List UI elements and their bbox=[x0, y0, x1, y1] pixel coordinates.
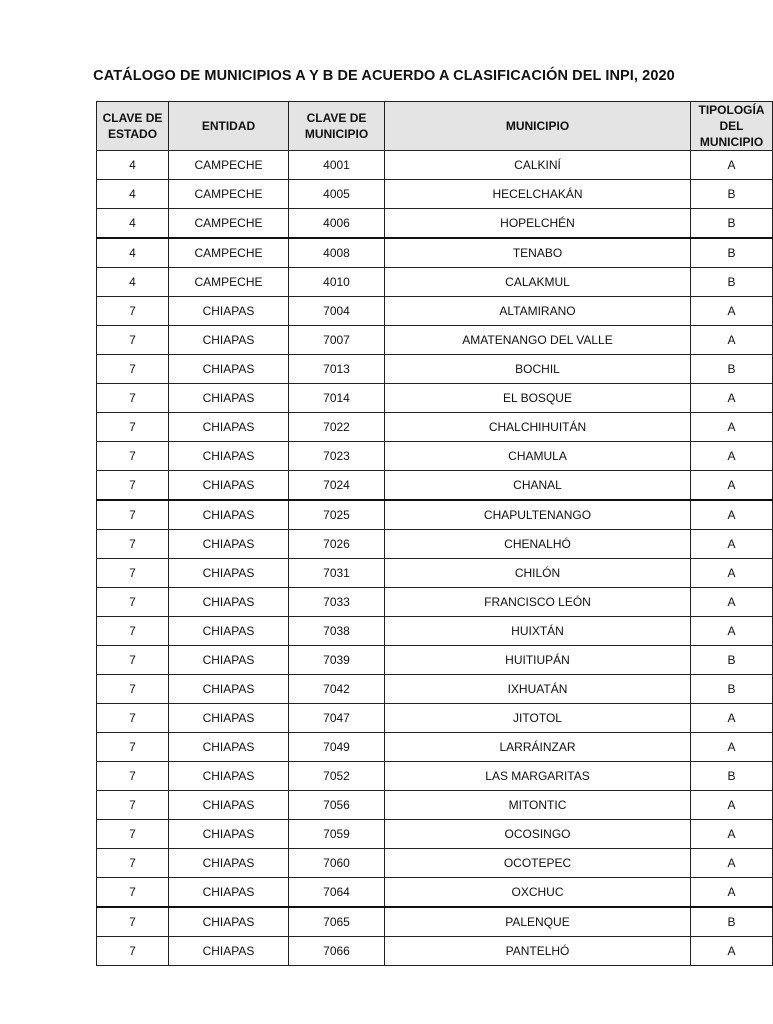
clave-estado-cell: 7 bbox=[97, 878, 169, 908]
clave-municipio-cell: 7025 bbox=[289, 500, 385, 530]
clave-estado-cell: 7 bbox=[97, 559, 169, 588]
clave-estado-cell: 7 bbox=[97, 791, 169, 820]
table-row bbox=[97, 849, 773, 878]
clave-municipio-cell: 7047 bbox=[289, 704, 385, 733]
clave-estado-cell: 7 bbox=[97, 849, 169, 878]
tipologia-cell: A bbox=[691, 704, 773, 733]
table-row bbox=[97, 442, 773, 471]
municipio-cell: CHAPULTENANGO bbox=[385, 500, 691, 530]
municipios-table bbox=[96, 101, 773, 966]
clave-estado-cell: 7 bbox=[97, 530, 169, 559]
clave-estado-cell: 4 bbox=[97, 209, 169, 239]
clave-municipio-cell: 7033 bbox=[289, 588, 385, 617]
clave-estado-cell: 7 bbox=[97, 646, 169, 675]
table-row bbox=[97, 588, 773, 617]
municipio-cell: LARRÁINZAR bbox=[385, 733, 691, 762]
table-row bbox=[97, 646, 773, 675]
table-row bbox=[97, 559, 773, 588]
tipologia-cell: A bbox=[691, 588, 773, 617]
entidad-cell: CHIAPAS bbox=[169, 588, 289, 617]
table-row bbox=[97, 500, 773, 530]
table-row bbox=[97, 180, 773, 209]
municipio-cell: JITOTOL bbox=[385, 704, 691, 733]
table-row bbox=[97, 907, 773, 937]
tipologia-cell: A bbox=[691, 733, 773, 762]
clave-municipio-cell: 7031 bbox=[289, 559, 385, 588]
tipologia-cell: A bbox=[691, 442, 773, 471]
tipologia-cell: A bbox=[691, 384, 773, 413]
clave-municipio-cell: 4005 bbox=[289, 180, 385, 209]
entidad-cell: CAMPECHE bbox=[169, 180, 289, 209]
clave-estado-cell: 7 bbox=[97, 355, 169, 384]
tipologia-cell: B bbox=[691, 646, 773, 675]
entidad-cell: CAMPECHE bbox=[169, 209, 289, 239]
table-row bbox=[97, 297, 773, 326]
tipologia-cell: A bbox=[691, 297, 773, 326]
tipologia-cell: B bbox=[691, 355, 773, 384]
entidad-cell: CHIAPAS bbox=[169, 820, 289, 849]
table-row bbox=[97, 384, 773, 413]
tipologia-cell: A bbox=[691, 791, 773, 820]
municipio-cell: FRANCISCO LEÓN bbox=[385, 588, 691, 617]
municipio-cell: PANTELHÓ bbox=[385, 937, 691, 966]
municipio-cell: TENABO bbox=[385, 238, 691, 268]
clave-estado-cell: 7 bbox=[97, 384, 169, 413]
clave-estado-cell: 7 bbox=[97, 588, 169, 617]
entidad-cell: CHIAPAS bbox=[169, 530, 289, 559]
municipio-cell: CHALCHIHUITÁN bbox=[385, 413, 691, 442]
table-row bbox=[97, 268, 773, 297]
table-row bbox=[97, 820, 773, 849]
entidad-cell: CHIAPAS bbox=[169, 384, 289, 413]
clave-estado-cell: 7 bbox=[97, 617, 169, 646]
clave-estado-cell: 7 bbox=[97, 675, 169, 704]
clave-estado-cell: 7 bbox=[97, 297, 169, 326]
clave-estado-cell: 4 bbox=[97, 180, 169, 209]
clave-estado-cell: 7 bbox=[97, 762, 169, 791]
entidad-cell: CHIAPAS bbox=[169, 762, 289, 791]
clave-municipio-cell: 7007 bbox=[289, 326, 385, 355]
municipio-cell: PALENQUE bbox=[385, 907, 691, 937]
municipio-cell: OCOSINGO bbox=[385, 820, 691, 849]
table-row bbox=[97, 878, 773, 908]
tipologia-cell: B bbox=[691, 268, 773, 297]
clave-municipio-cell: 7066 bbox=[289, 937, 385, 966]
municipio-cell: OCOTEPEC bbox=[385, 849, 691, 878]
clave-estado-cell: 4 bbox=[97, 151, 169, 180]
table-row bbox=[97, 413, 773, 442]
table-row bbox=[97, 151, 773, 180]
clave-estado-cell: 4 bbox=[97, 268, 169, 297]
clave-estado-cell: 4 bbox=[97, 238, 169, 268]
tipologia-cell: A bbox=[691, 820, 773, 849]
municipio-cell: CHANAL bbox=[385, 471, 691, 501]
tipologia-cell: A bbox=[691, 500, 773, 530]
header-entidad: ENTIDAD bbox=[169, 102, 289, 151]
entidad-cell: CHIAPAS bbox=[169, 849, 289, 878]
municipio-cell: HECELCHAKÁN bbox=[385, 180, 691, 209]
clave-estado-cell: 7 bbox=[97, 704, 169, 733]
clave-municipio-cell: 7065 bbox=[289, 907, 385, 937]
entidad-cell: CHIAPAS bbox=[169, 471, 289, 501]
clave-estado-cell: 7 bbox=[97, 733, 169, 762]
municipio-cell: IXHUATÁN bbox=[385, 675, 691, 704]
entidad-cell: CHIAPAS bbox=[169, 791, 289, 820]
table-row bbox=[97, 675, 773, 704]
municipio-cell: BOCHIL bbox=[385, 355, 691, 384]
entidad-cell: CHIAPAS bbox=[169, 297, 289, 326]
clave-municipio-cell: 7049 bbox=[289, 733, 385, 762]
clave-municipio-cell: 7052 bbox=[289, 762, 385, 791]
entidad-cell: CHIAPAS bbox=[169, 937, 289, 966]
clave-municipio-cell: 4010 bbox=[289, 268, 385, 297]
table-row bbox=[97, 704, 773, 733]
clave-municipio-cell: 7056 bbox=[289, 791, 385, 820]
entidad-cell: CHIAPAS bbox=[169, 733, 289, 762]
tipologia-cell: A bbox=[691, 530, 773, 559]
entidad-cell: CHIAPAS bbox=[169, 878, 289, 908]
entidad-cell: CHIAPAS bbox=[169, 617, 289, 646]
table-row bbox=[97, 762, 773, 791]
table-row bbox=[97, 530, 773, 559]
entidad-cell: CHIAPAS bbox=[169, 907, 289, 937]
table-row bbox=[97, 238, 773, 268]
table-row bbox=[97, 209, 773, 239]
clave-municipio-cell: 4008 bbox=[289, 238, 385, 268]
table-container bbox=[96, 101, 765, 958]
table-body bbox=[97, 151, 773, 966]
clave-municipio-cell: 4001 bbox=[289, 151, 385, 180]
tipologia-cell: A bbox=[691, 878, 773, 908]
clave-municipio-cell: 7014 bbox=[289, 384, 385, 413]
clave-estado-cell: 7 bbox=[97, 907, 169, 937]
municipio-cell: HOPELCHÉN bbox=[385, 209, 691, 239]
municipio-cell: CALAKMUL bbox=[385, 268, 691, 297]
municipio-cell: CHILÓN bbox=[385, 559, 691, 588]
clave-estado-cell: 7 bbox=[97, 471, 169, 501]
header-clave-municipio: CLAVE DE MUNICIPIO bbox=[289, 102, 385, 151]
tipologia-cell: B bbox=[691, 209, 773, 239]
tipologia-cell: B bbox=[691, 762, 773, 791]
entidad-cell: CAMPECHE bbox=[169, 238, 289, 268]
municipio-cell: HUITIUPÁN bbox=[385, 646, 691, 675]
clave-municipio-cell: 7059 bbox=[289, 820, 385, 849]
tipologia-cell: A bbox=[691, 326, 773, 355]
clave-estado-cell: 7 bbox=[97, 413, 169, 442]
tipologia-cell: B bbox=[691, 675, 773, 704]
tipologia-cell: B bbox=[691, 180, 773, 209]
entidad-cell: CHIAPAS bbox=[169, 704, 289, 733]
municipio-cell: ALTAMIRANO bbox=[385, 297, 691, 326]
municipio-cell: AMATENANGO DEL VALLE bbox=[385, 326, 691, 355]
tipologia-cell: B bbox=[691, 238, 773, 268]
entidad-cell: CHIAPAS bbox=[169, 413, 289, 442]
entidad-cell: CHIAPAS bbox=[169, 646, 289, 675]
clave-municipio-cell: 7023 bbox=[289, 442, 385, 471]
tipologia-cell: A bbox=[691, 937, 773, 966]
municipio-cell: LAS MARGARITAS bbox=[385, 762, 691, 791]
table-row bbox=[97, 617, 773, 646]
document-title: CATÁLOGO DE MUNICIPIOS A Y B DE ACUERDO A CLASIFICACIÓN DEL INPI, 2020 bbox=[93, 68, 675, 84]
clave-municipio-cell: 7022 bbox=[289, 413, 385, 442]
table-row bbox=[97, 733, 773, 762]
table-row bbox=[97, 791, 773, 820]
clave-municipio-cell: 7060 bbox=[289, 849, 385, 878]
clave-estado-cell: 7 bbox=[97, 326, 169, 355]
clave-municipio-cell: 7042 bbox=[289, 675, 385, 704]
municipio-cell: CHAMULA bbox=[385, 442, 691, 471]
clave-estado-cell: 7 bbox=[97, 442, 169, 471]
clave-municipio-cell: 7004 bbox=[289, 297, 385, 326]
tipologia-cell: A bbox=[691, 413, 773, 442]
table-header-row bbox=[97, 102, 773, 151]
clave-municipio-cell: 4006 bbox=[289, 209, 385, 239]
clave-municipio-cell: 7026 bbox=[289, 530, 385, 559]
entidad-cell: CAMPECHE bbox=[169, 151, 289, 180]
entidad-cell: CHIAPAS bbox=[169, 326, 289, 355]
table-row bbox=[97, 937, 773, 966]
table-row bbox=[97, 471, 773, 501]
tipologia-cell: A bbox=[691, 471, 773, 501]
municipio-cell: OXCHUC bbox=[385, 878, 691, 908]
clave-municipio-cell: 7024 bbox=[289, 471, 385, 501]
tipologia-cell: A bbox=[691, 559, 773, 588]
clave-municipio-cell: 7064 bbox=[289, 878, 385, 908]
clave-municipio-cell: 7039 bbox=[289, 646, 385, 675]
table-row bbox=[97, 355, 773, 384]
tipologia-cell: A bbox=[691, 617, 773, 646]
entidad-cell: CAMPECHE bbox=[169, 268, 289, 297]
entidad-cell: CHIAPAS bbox=[169, 559, 289, 588]
clave-estado-cell: 7 bbox=[97, 500, 169, 530]
header-tipologia: TIPOLOGÍA DEL MUNICIPIO bbox=[691, 102, 773, 151]
entidad-cell: CHIAPAS bbox=[169, 675, 289, 704]
municipio-cell: HUIXTÁN bbox=[385, 617, 691, 646]
table-row bbox=[97, 326, 773, 355]
clave-estado-cell: 7 bbox=[97, 937, 169, 966]
municipio-cell: EL BOSQUE bbox=[385, 384, 691, 413]
tipologia-cell: B bbox=[691, 907, 773, 937]
tipologia-cell: A bbox=[691, 849, 773, 878]
clave-municipio-cell: 7013 bbox=[289, 355, 385, 384]
header-municipio: MUNICIPIO bbox=[385, 102, 691, 151]
tipologia-cell: A bbox=[691, 151, 773, 180]
clave-municipio-cell: 7038 bbox=[289, 617, 385, 646]
municipio-cell: CALKINÍ bbox=[385, 151, 691, 180]
clave-estado-cell: 7 bbox=[97, 820, 169, 849]
entidad-cell: CHIAPAS bbox=[169, 355, 289, 384]
entidad-cell: CHIAPAS bbox=[169, 442, 289, 471]
entidad-cell: CHIAPAS bbox=[169, 500, 289, 530]
header-clave-estado: CLAVE DE ESTADO bbox=[97, 102, 169, 151]
municipio-cell: MITONTIC bbox=[385, 791, 691, 820]
municipio-cell: CHENALHÓ bbox=[385, 530, 691, 559]
